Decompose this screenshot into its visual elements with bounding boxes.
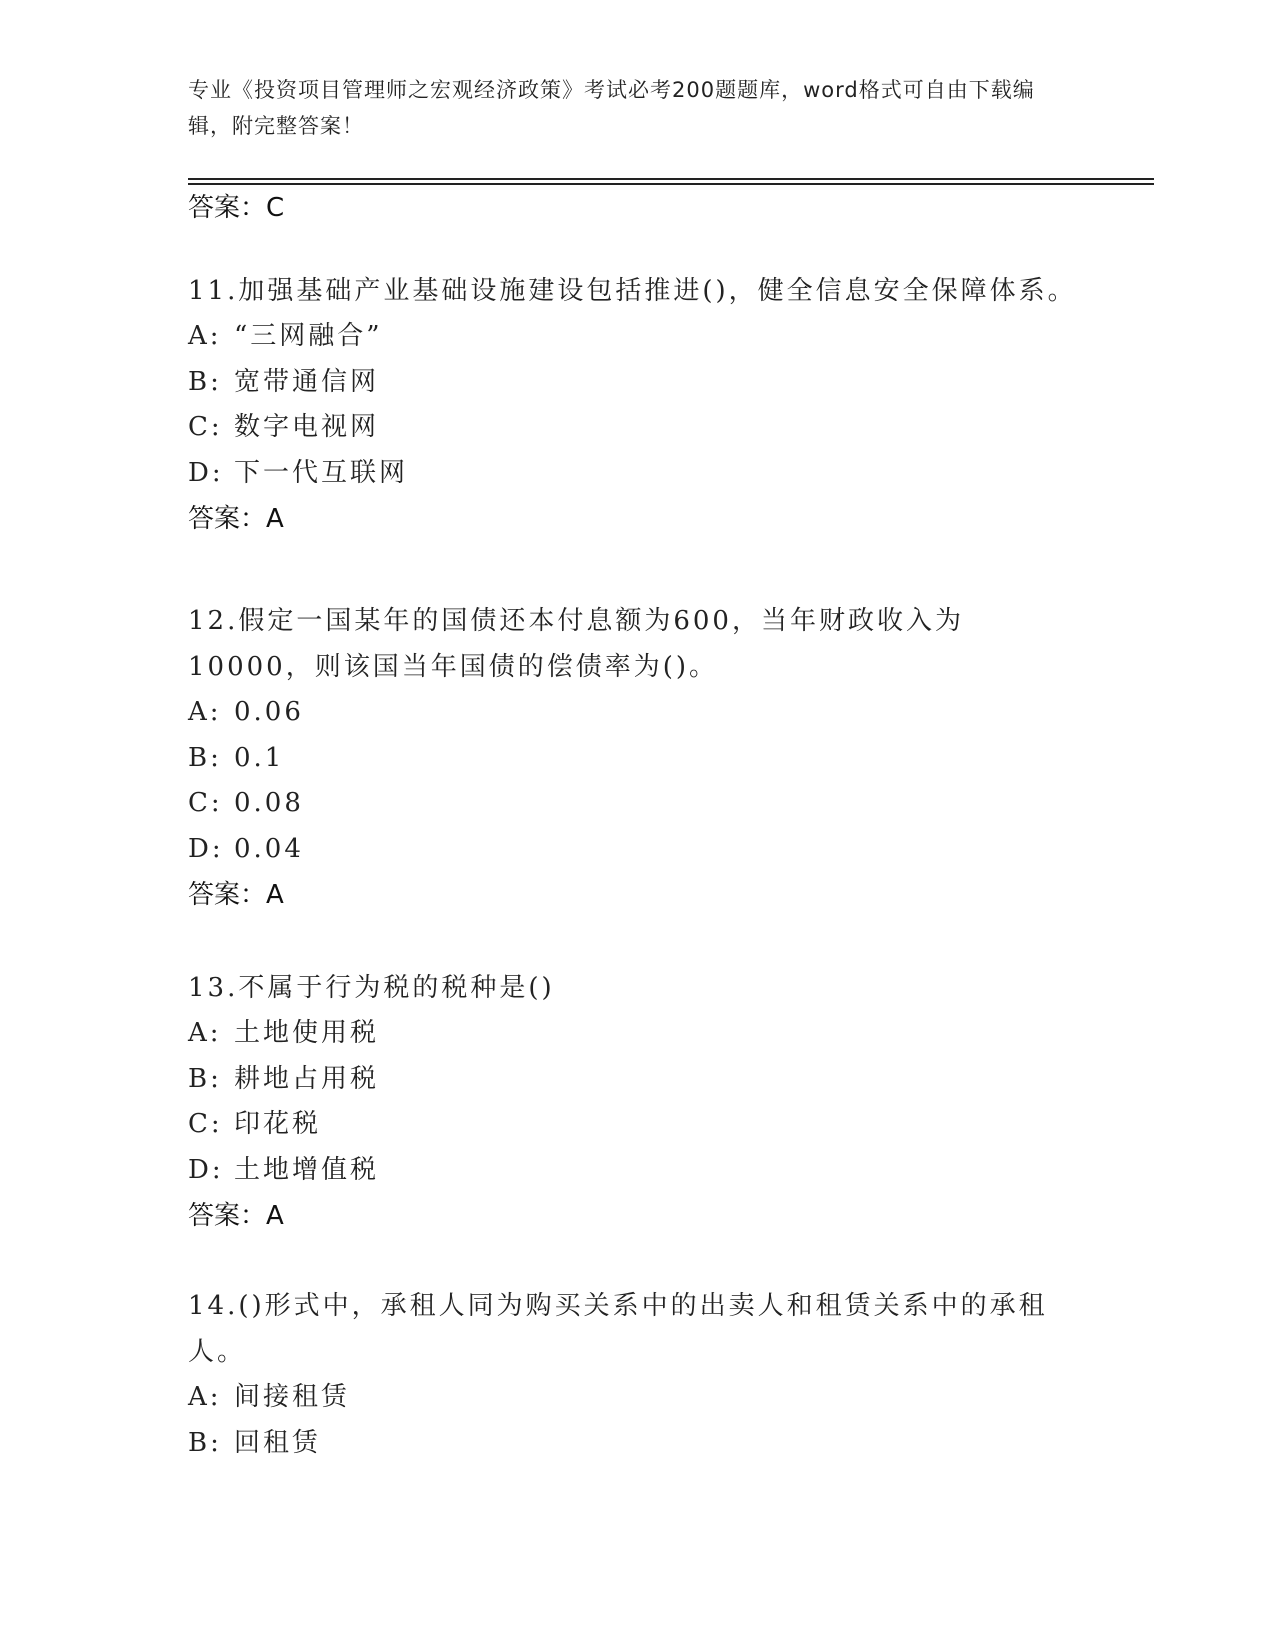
option-a: [188, 314, 1088, 360]
option-letter: D:: [188, 1154, 224, 1185]
document-header: 专业《投资项目管理师之宏观经济政策》考试必考200题题库，word格式可自由下载编辑，附完整答案！: [188, 78, 1035, 138]
option-text: 0.08: [234, 788, 304, 818]
option-text: 间接租赁: [234, 1382, 351, 1412]
option-letter: C:: [188, 412, 223, 442]
option-text: 0.04: [234, 833, 304, 864]
option-letter: A:: [188, 321, 222, 351]
option-b: [188, 360, 1088, 406]
answer: 答案：A: [188, 504, 284, 534]
option-d: [188, 827, 1088, 873]
option-d: [188, 1148, 1088, 1194]
option-text: 0.1: [234, 742, 285, 773]
question-13: [188, 965, 1088, 1239]
option-letter: A:: [188, 1018, 222, 1048]
option-letter: C:: [188, 788, 223, 818]
option-letter: D:: [188, 457, 224, 488]
option-c: [188, 1102, 1088, 1148]
option-b: [188, 736, 1088, 782]
option-b: [188, 1421, 1088, 1467]
option-b: [188, 1057, 1088, 1103]
option-text: 印花税: [234, 1109, 322, 1139]
option-text: 宽带通信网: [234, 366, 380, 397]
prev-answer: 答案：C: [188, 193, 285, 223]
option-text: 下一代互联网: [234, 457, 409, 488]
option-letter: D:: [188, 833, 224, 864]
option-text: 0.06: [234, 697, 304, 727]
option-letter: B:: [188, 1427, 222, 1458]
question-text: 14.()形式中，承租人同为购买关系中的出卖人和租赁关系中的承租人。: [188, 1291, 1048, 1367]
option-text: 土地增值税: [234, 1154, 380, 1185]
option-letter: A:: [188, 1382, 222, 1412]
answer: 答案：A: [188, 1201, 284, 1231]
question-12: [188, 598, 1088, 918]
question-14: [188, 1283, 1088, 1466]
option-c: [188, 405, 1088, 451]
option-text: “三网融合”: [234, 321, 383, 351]
option-letter: B:: [188, 1063, 222, 1094]
option-d: [188, 451, 1088, 497]
option-a: [188, 690, 1088, 736]
option-text: 耕地占用税: [234, 1063, 380, 1094]
question-11: [188, 268, 1088, 542]
answer: 答案：A: [188, 880, 284, 910]
option-text: 土地使用税: [234, 1018, 380, 1048]
question-text: 13.不属于行为税的税种是(): [188, 973, 555, 1003]
option-c: [188, 781, 1088, 827]
option-letter: C:: [188, 1109, 223, 1139]
option-a: [188, 1375, 1088, 1421]
question-text: 12.假定一国某年的国债还本付息额为600，当年财政收入为10000，则该国当年国债的偿债率为()。: [188, 606, 964, 682]
option-letter: A:: [188, 697, 222, 727]
option-letter: B:: [188, 742, 222, 773]
option-letter: B:: [188, 366, 222, 397]
option-text: 回租赁: [234, 1427, 322, 1458]
header-rule-top: [188, 178, 1154, 180]
option-text: 数字电视网: [234, 412, 380, 442]
question-text: 11.加强基础产业基础设施建设包括推进()，健全信息安全保障体系。: [188, 276, 1077, 306]
option-a: [188, 1011, 1088, 1057]
